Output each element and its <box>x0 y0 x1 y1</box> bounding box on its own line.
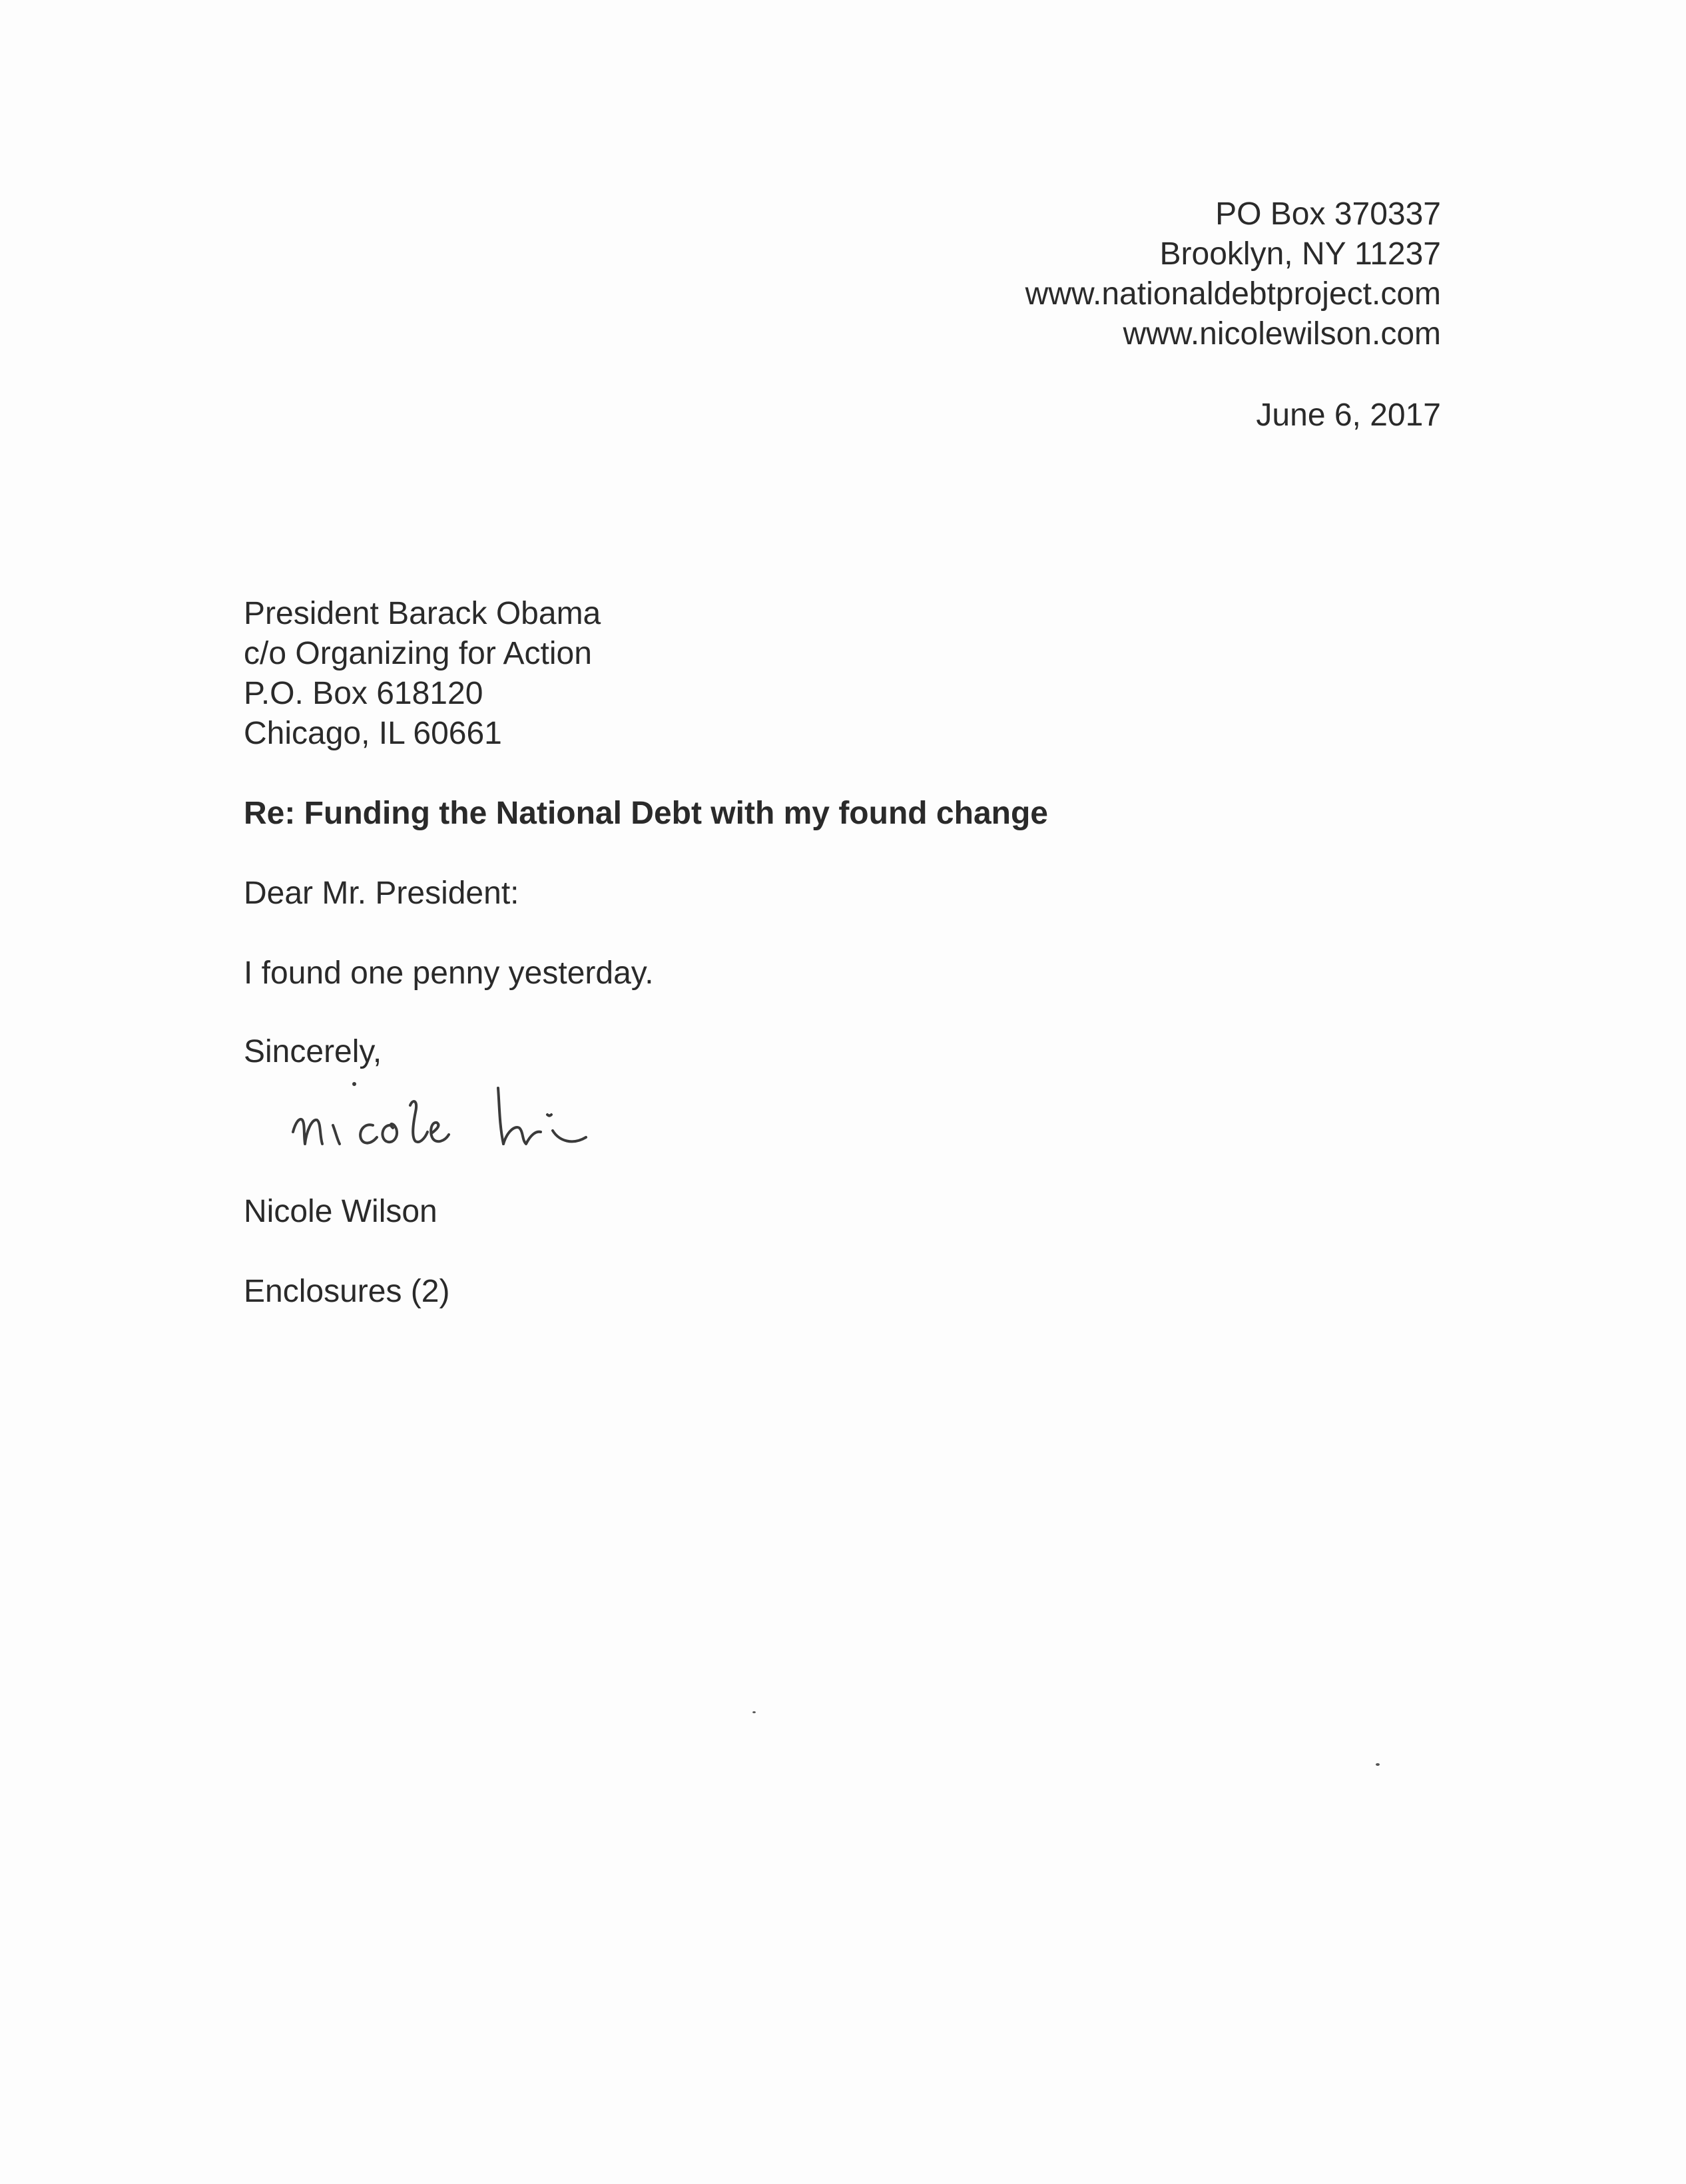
sender-website-1: www.nationaldebtproject.com <box>1025 276 1441 312</box>
closing: Sincerely, <box>244 1034 382 1069</box>
enclosures-note: Enclosures (2) <box>244 1274 450 1309</box>
paper-speck <box>1376 1763 1380 1766</box>
signer-name: Nicole Wilson <box>244 1194 437 1229</box>
sender-po-box: PO Box 370337 <box>1215 196 1441 232</box>
recipient-po-box: P.O. Box 618120 <box>244 676 483 711</box>
recipient-name: President Barack Obama <box>244 596 601 631</box>
sender-website-2: www.nicolewilson.com <box>1123 316 1441 352</box>
recipient-city: Chicago, IL 60661 <box>244 716 502 751</box>
recipient-care-of: c/o Organizing for Action <box>244 636 592 671</box>
recipient-address <box>244 594 601 754</box>
salutation: Dear Mr. President: <box>244 876 519 911</box>
sender-city: Brooklyn, NY 11237 <box>1159 236 1441 272</box>
handwritten-signature <box>280 1059 679 1172</box>
letter-body: I found one penny yesterday. <box>244 956 654 991</box>
paper-speck <box>752 1711 756 1713</box>
subject-line: Re: Funding the National Debt with my found change <box>244 796 1048 831</box>
letter-date: June 6, 2017 <box>1256 398 1441 433</box>
sender-address <box>1025 194 1441 354</box>
